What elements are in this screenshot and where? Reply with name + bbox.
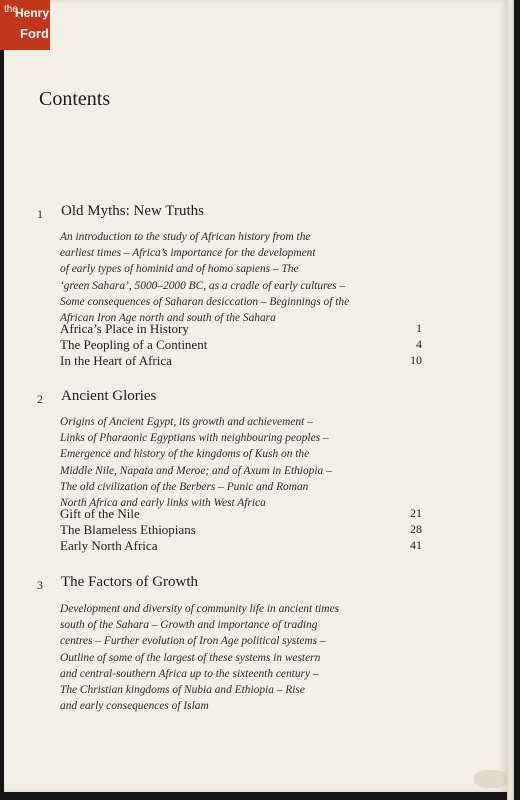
toc-entry[interactable]: [60, 506, 422, 522]
summary-line: and early consequences of Islam: [60, 700, 209, 713]
entry-page: 21: [410, 506, 422, 520]
summary-line: An introduction to the study of African history from the: [60, 231, 311, 243]
chapter-title: Old Myths: New Truths: [61, 203, 204, 219]
entry-title: The Peopling of a Continent: [60, 337, 208, 352]
summary-line: centres – Further evolution of Iron Age political systems –: [60, 635, 326, 648]
chapter-summary: [60, 414, 390, 511]
entry-title: Gift of the Nile: [60, 506, 140, 521]
summary-line: Outline of some of the largest of these systems in western: [60, 651, 321, 664]
page-edge: [507, 0, 514, 800]
chapter-title: The Factors of Growth: [61, 574, 199, 590]
page-title: Contents: [39, 88, 111, 110]
summary-line: Some consequences of Saharan desiccation – Beginnings of the: [60, 295, 350, 308]
entry-page: 4: [416, 337, 422, 351]
summary-line: of early types of hominid and of homo sapiens – The: [60, 263, 299, 276]
chapter-entries: [60, 321, 422, 369]
toc-entry[interactable]: [60, 353, 422, 369]
chapter-number: 1: [37, 207, 43, 221]
entry-title: The Blameless Ethiopians: [60, 522, 196, 537]
toc-entry[interactable]: [60, 538, 422, 554]
henry-ford-logo: [0, 0, 50, 50]
logo-text-henry: Henry: [15, 6, 50, 20]
summary-line: North Africa and early links with West Africa: [60, 497, 266, 510]
toc-entry[interactable]: [60, 321, 422, 337]
chapter-title: Ancient Glories: [61, 388, 157, 404]
summary-line: and central-southern Africa up to the sixteenth century –: [60, 667, 319, 680]
entry-page: 28: [410, 522, 422, 536]
chapter-number: 3: [37, 578, 43, 592]
summary-line: Emergence and history of the kingdoms of Kush on the: [60, 448, 310, 461]
chapter-entries: [60, 506, 422, 554]
summary-line: Links of Pharaonic Egyptians with neighbouring peoples –: [60, 432, 329, 445]
summary-line: Origins of Ancient Egypt, its growth and achievement –: [60, 416, 313, 428]
summary-line: earliest times – Africa’s importance for the development: [60, 247, 316, 260]
chapter-number: 2: [37, 392, 43, 406]
summary-line: The old civilization of the Berbers – Punic and Roman: [60, 480, 309, 493]
summary-line: Middle Nile, Napata and Meroe; and of Axum in Ethiopia –: [60, 464, 332, 477]
toc-entry[interactable]: [60, 337, 422, 353]
logo-text-ford: Ford: [20, 26, 49, 41]
entry-title: Early North Africa: [60, 538, 158, 553]
summary-line: The Christian kingdoms of Nubia and Ethiopia – Rise: [60, 684, 305, 697]
chapter-summary: [60, 229, 390, 326]
summary-line: Development and diversity of community life in ancient times: [60, 603, 339, 615]
summary-line: African Iron Age north and south of the Sahara: [60, 312, 276, 325]
summary-line: south of the Sahara – Growth and importance of trading: [60, 619, 318, 632]
summary-line: ‘green Sahara’, 5000–2000 BC, as a cradle of early cultures –: [60, 279, 346, 292]
entry-title: Africa’s Place in History: [60, 321, 189, 336]
entry-page: 1: [416, 321, 422, 335]
entry-page: 10: [410, 353, 422, 367]
toc-entry[interactable]: [60, 522, 422, 538]
entry-title: In the Heart of Africa: [60, 353, 172, 368]
logo-text-the: the: [4, 4, 18, 15]
chapter-summary: [60, 601, 390, 714]
entry-page: 41: [410, 538, 422, 552]
page-stain: [474, 770, 508, 788]
